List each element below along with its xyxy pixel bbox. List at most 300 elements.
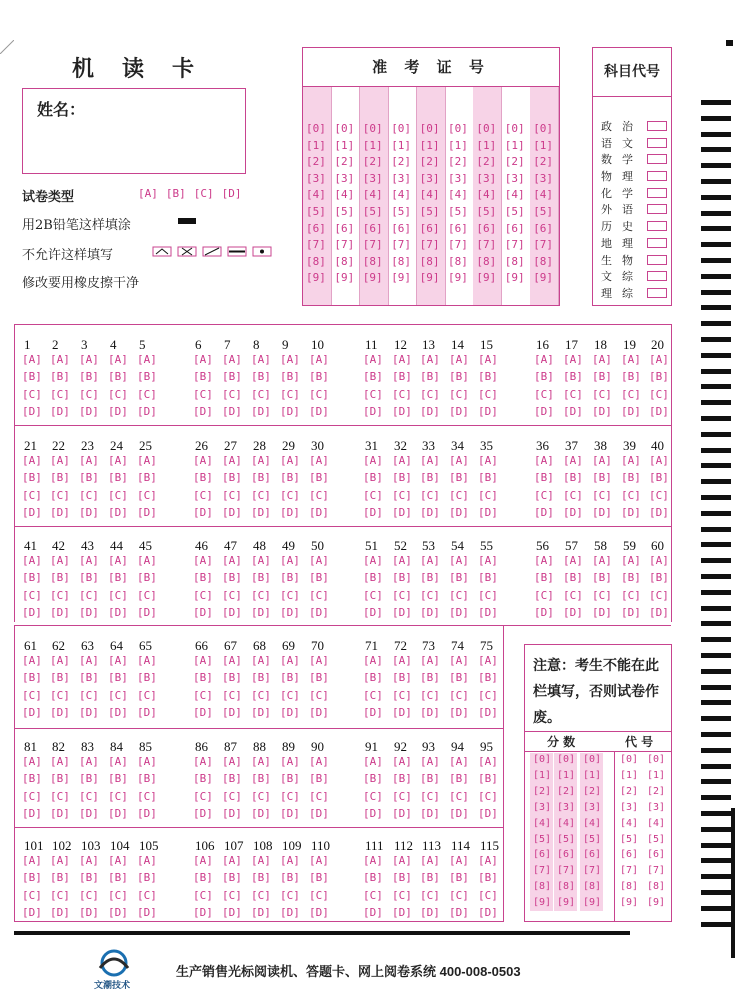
choice-bubble[interactable]: [A] — [309, 654, 329, 667]
exam-id-column[interactable] — [502, 87, 531, 305]
choice-bubble[interactable]: [A] — [309, 755, 329, 768]
code-bubble[interactable]: [6] — [620, 849, 639, 861]
choice-bubble[interactable]: [A] — [392, 654, 412, 667]
choice-bubble[interactable]: [D] — [50, 505, 70, 519]
choice-bubble[interactable]: [B] — [420, 772, 440, 786]
choice-bubble[interactable]: [C] — [534, 387, 554, 401]
choice-bubble[interactable]: [B] — [79, 370, 99, 384]
choice-bubble[interactable]: [C] — [137, 588, 157, 602]
exam-id-bubble[interactable]: [5] — [448, 205, 468, 218]
choice-bubble[interactable]: [B] — [363, 571, 383, 585]
choice-bubble[interactable]: [A] — [392, 854, 412, 867]
choice-bubble[interactable]: [C] — [478, 387, 498, 401]
code-bubble[interactable]: [2] — [647, 785, 666, 797]
choice-bubble[interactable]: [A] — [137, 454, 157, 467]
choice-bubble[interactable]: [C] — [309, 688, 329, 702]
choice-bubble[interactable]: [B] — [222, 772, 242, 786]
choice-bubble[interactable]: [B] — [534, 571, 554, 585]
choice-bubble[interactable]: [C] — [420, 688, 440, 702]
choice-bubble[interactable]: [C] — [79, 888, 99, 902]
choice-bubble[interactable]: [D] — [449, 505, 469, 519]
exam-id-bubble[interactable]: [5] — [391, 205, 412, 218]
score-bubble[interactable]: [3] — [557, 801, 576, 813]
choice-bubble[interactable]: [B] — [222, 671, 242, 685]
choice-bubble[interactable]: [D] — [137, 905, 157, 919]
choice-bubble[interactable]: [B] — [22, 871, 42, 885]
exam-id-bubble[interactable]: [0] — [504, 122, 525, 135]
choice-bubble[interactable]: [A] — [363, 755, 383, 768]
exam-id-bubble[interactable]: [3] — [362, 171, 383, 185]
score-bubble[interactable]: [9] — [583, 897, 602, 909]
choice-bubble[interactable]: [A] — [563, 353, 583, 366]
choice-bubble[interactable]: [D] — [280, 404, 300, 418]
choice-bubble[interactable]: [C] — [363, 688, 383, 702]
score-bubble[interactable]: [3] — [533, 801, 552, 813]
choice-bubble[interactable]: [C] — [649, 588, 669, 602]
exam-id-bubble[interactable]: [9] — [306, 271, 326, 285]
choice-bubble[interactable]: [D] — [363, 505, 383, 519]
choice-bubble[interactable]: [A] — [22, 654, 42, 667]
choice-bubble[interactable]: [A] — [251, 654, 271, 667]
choice-bubble[interactable]: [A] — [309, 554, 329, 567]
score-bubble[interactable]: [1] — [533, 769, 552, 781]
choice-bubble[interactable]: [D] — [363, 605, 383, 619]
choice-bubble[interactable]: [C] — [222, 789, 242, 803]
exam-id-column[interactable] — [445, 87, 474, 305]
exam-id-bubble[interactable]: [9] — [504, 271, 525, 285]
choice-bubble[interactable]: [B] — [222, 370, 242, 384]
choice-bubble[interactable]: [B] — [50, 370, 70, 384]
subject-row[interactable] — [601, 285, 643, 302]
choice-bubble[interactable]: [D] — [50, 605, 70, 619]
choice-bubble[interactable]: [B] — [309, 671, 329, 685]
choice-bubble[interactable]: [B] — [22, 571, 42, 585]
choice-bubble[interactable]: [C] — [79, 688, 99, 702]
choice-bubble[interactable]: [B] — [563, 571, 583, 585]
choice-bubble[interactable]: [B] — [478, 571, 498, 585]
choice-bubble[interactable]: [A] — [392, 454, 412, 467]
choice-bubble[interactable]: [D] — [22, 404, 42, 418]
choice-bubble[interactable]: [C] — [649, 387, 669, 401]
choice-bubble[interactable]: [A] — [649, 353, 669, 366]
choice-bubble[interactable]: [A] — [420, 654, 440, 667]
choice-bubble[interactable]: [A] — [449, 654, 469, 667]
choice-bubble[interactable]: [A] — [22, 353, 42, 366]
choice-bubble[interactable]: [C] — [621, 488, 641, 502]
choice-bubble[interactable]: [D] — [193, 505, 213, 519]
choice-bubble[interactable]: [A] — [478, 654, 498, 667]
choice-bubble[interactable]: [D] — [280, 806, 300, 820]
choice-bubble[interactable]: [D] — [563, 605, 583, 619]
choice-bubble[interactable]: [A] — [621, 353, 641, 366]
choice-bubble[interactable]: [A] — [79, 353, 99, 366]
choice-bubble[interactable]: [D] — [251, 505, 271, 519]
exam-id-bubble[interactable]: [6] — [419, 221, 440, 235]
choice-bubble[interactable]: [C] — [563, 588, 583, 602]
exam-id-bubble[interactable]: [1] — [476, 138, 497, 152]
choice-bubble[interactable]: [D] — [649, 404, 669, 418]
choice-bubble[interactable]: [D] — [449, 905, 469, 919]
choice-bubble[interactable]: [D] — [79, 905, 99, 919]
score-bubble[interactable]: [0] — [557, 754, 576, 765]
choice-bubble[interactable]: [B] — [137, 471, 157, 485]
choice-bubble[interactable]: [C] — [363, 488, 383, 502]
choice-bubble[interactable]: [C] — [363, 789, 383, 803]
choice-bubble[interactable]: [A] — [251, 353, 271, 366]
exam-id-bubble[interactable]: [4] — [362, 188, 383, 202]
exam-id-bubble[interactable]: [0] — [334, 122, 355, 135]
choice-bubble[interactable]: [C] — [280, 588, 300, 602]
choice-bubble[interactable]: [D] — [363, 705, 383, 719]
choice-bubble[interactable]: [D] — [621, 605, 641, 619]
subject-bubble[interactable] — [647, 204, 667, 214]
choice-bubble[interactable]: [D] — [478, 505, 498, 519]
choice-bubble[interactable]: [D] — [251, 905, 271, 919]
code-bubble[interactable]: [1] — [620, 769, 639, 781]
choice-bubble[interactable]: [D] — [478, 404, 498, 418]
choice-bubble[interactable]: [A] — [22, 454, 42, 467]
exam-id-bubble[interactable]: [8] — [306, 254, 326, 268]
choice-bubble[interactable]: [D] — [22, 505, 42, 519]
subject-bubble[interactable] — [647, 271, 667, 281]
exam-id-bubble[interactable]: [0] — [533, 122, 554, 135]
choice-bubble[interactable]: [A] — [108, 454, 128, 467]
exam-id-bubble[interactable]: [3] — [476, 171, 497, 185]
choice-bubble[interactable]: [C] — [420, 588, 440, 602]
subject-row[interactable] — [601, 235, 643, 252]
exam-id-bubble[interactable]: [2] — [448, 155, 468, 169]
choice-bubble[interactable]: [A] — [478, 353, 498, 366]
choice-bubble[interactable]: [B] — [50, 571, 70, 585]
choice-bubble[interactable]: [C] — [222, 688, 242, 702]
choice-bubble[interactable]: [C] — [363, 588, 383, 602]
exam-id-bubble[interactable]: [0] — [391, 122, 412, 135]
exam-id-bubble[interactable]: [7] — [306, 238, 326, 252]
subject-bubble[interactable] — [647, 255, 667, 265]
exam-id-column[interactable] — [530, 87, 559, 305]
choice-bubble[interactable]: [A] — [251, 454, 271, 467]
exam-id-bubble[interactable]: [3] — [533, 171, 554, 185]
choice-bubble[interactable]: [B] — [22, 370, 42, 384]
paper-type-option[interactable]: [C] — [193, 187, 214, 200]
score-bubble[interactable]: [4] — [557, 817, 576, 829]
choice-bubble[interactable]: [D] — [22, 905, 42, 919]
choice-bubble[interactable]: [D] — [251, 404, 271, 418]
choice-bubble[interactable]: [A] — [649, 554, 669, 567]
choice-bubble[interactable]: [B] — [478, 671, 498, 685]
choice-bubble[interactable]: [C] — [478, 888, 498, 902]
choice-bubble[interactable]: [A] — [108, 755, 128, 768]
choice-bubble[interactable]: [A] — [563, 454, 583, 467]
exam-id-column[interactable] — [360, 87, 389, 305]
choice-bubble[interactable]: [A] — [222, 854, 242, 867]
choice-bubble[interactable]: [B] — [392, 471, 412, 485]
choice-bubble[interactable]: [D] — [392, 605, 412, 619]
subject-row[interactable] — [601, 185, 643, 202]
exam-id-bubble[interactable]: [4] — [306, 188, 326, 202]
choice-bubble[interactable]: [A] — [363, 854, 383, 867]
choice-bubble[interactable]: [C] — [22, 888, 42, 902]
choice-bubble[interactable]: [C] — [592, 387, 612, 401]
choice-bubble[interactable]: [D] — [108, 605, 128, 619]
choice-bubble[interactable]: [D] — [280, 905, 300, 919]
choice-bubble[interactable]: [A] — [534, 353, 554, 366]
choice-bubble[interactable]: [A] — [449, 755, 469, 768]
choice-bubble[interactable]: [D] — [222, 404, 242, 418]
choice-bubble[interactable]: [B] — [309, 370, 329, 384]
exam-id-columns[interactable] — [303, 87, 559, 305]
exam-id-bubble[interactable]: [9] — [419, 271, 440, 285]
exam-id-column[interactable] — [303, 87, 332, 305]
choice-bubble[interactable]: [D] — [309, 605, 329, 619]
choice-bubble[interactable]: [D] — [22, 605, 42, 619]
choice-bubble[interactable]: [D] — [363, 404, 383, 418]
code-bubble[interactable]: [7] — [647, 865, 666, 877]
choice-bubble[interactable]: [A] — [108, 554, 128, 567]
choice-bubble[interactable]: [C] — [108, 588, 128, 602]
choice-bubble[interactable]: [C] — [50, 888, 70, 902]
exam-id-bubble[interactable]: [7] — [533, 238, 554, 252]
exam-id-bubble[interactable]: [3] — [448, 171, 468, 185]
choice-bubble[interactable]: [B] — [392, 871, 412, 885]
exam-id-column[interactable] — [473, 87, 502, 305]
choice-bubble[interactable]: [D] — [420, 505, 440, 519]
choice-bubble[interactable]: [C] — [280, 387, 300, 401]
choice-bubble[interactable]: [D] — [108, 806, 128, 820]
subject-bubble[interactable] — [647, 221, 667, 231]
choice-bubble[interactable]: [A] — [449, 854, 469, 867]
choice-bubble[interactable]: [C] — [478, 488, 498, 502]
choice-bubble[interactable]: [C] — [449, 488, 469, 502]
exam-id-bubble[interactable]: [5] — [306, 205, 326, 218]
exam-id-bubble[interactable]: [9] — [448, 271, 468, 285]
choice-bubble[interactable]: [A] — [363, 654, 383, 667]
choice-bubble[interactable]: [D] — [534, 505, 554, 519]
choice-bubble[interactable]: [A] — [108, 353, 128, 366]
choice-bubble[interactable]: [D] — [108, 404, 128, 418]
choice-bubble[interactable]: [B] — [420, 671, 440, 685]
choice-bubble[interactable]: [A] — [137, 353, 157, 366]
exam-id-bubble[interactable]: [4] — [419, 188, 440, 202]
choice-bubble[interactable]: [D] — [79, 605, 99, 619]
choice-bubble[interactable]: [B] — [108, 370, 128, 384]
choice-bubble[interactable]: [C] — [478, 588, 498, 602]
choice-bubble[interactable]: [D] — [280, 705, 300, 719]
choice-bubble[interactable]: [D] — [478, 905, 498, 919]
exam-id-bubble[interactable]: [8] — [504, 254, 525, 268]
choice-bubble[interactable]: [A] — [280, 854, 300, 867]
exam-id-bubble[interactable]: [9] — [533, 271, 554, 285]
choice-bubble[interactable]: [C] — [363, 387, 383, 401]
choice-bubble[interactable]: [A] — [193, 454, 213, 467]
choice-bubble[interactable]: [D] — [309, 505, 329, 519]
choice-bubble[interactable]: [D] — [79, 806, 99, 820]
choice-bubble[interactable]: [A] — [420, 854, 440, 867]
choice-bubble[interactable]: [C] — [251, 688, 271, 702]
code-bubble[interactable]: [5] — [620, 833, 639, 845]
score-bubble[interactable]: [4] — [533, 817, 552, 829]
choice-bubble[interactable]: [D] — [592, 404, 612, 418]
choice-bubble[interactable]: [D] — [22, 806, 42, 820]
exam-id-bubble[interactable]: [1] — [419, 138, 440, 152]
choice-bubble[interactable]: [A] — [392, 755, 412, 768]
choice-bubble[interactable]: [D] — [222, 505, 242, 519]
exam-id-column[interactable] — [388, 87, 417, 305]
subject-row[interactable] — [601, 218, 643, 235]
choice-bubble[interactable]: [D] — [649, 505, 669, 519]
choice-bubble[interactable]: [B] — [79, 772, 99, 786]
choice-bubble[interactable]: [B] — [309, 571, 329, 585]
score-bubble[interactable]: [2] — [583, 785, 602, 797]
choice-bubble[interactable]: [B] — [363, 871, 383, 885]
choice-bubble[interactable]: [D] — [108, 505, 128, 519]
choice-bubble[interactable]: [B] — [251, 571, 271, 585]
choice-bubble[interactable]: [A] — [621, 554, 641, 567]
choice-bubble[interactable]: [B] — [251, 370, 271, 384]
subject-row[interactable] — [601, 118, 643, 135]
choice-bubble[interactable]: [C] — [251, 488, 271, 502]
exam-id-bubble[interactable]: [4] — [334, 188, 355, 202]
choice-bubble[interactable]: [B] — [392, 772, 412, 786]
choice-bubble[interactable]: [B] — [420, 471, 440, 485]
choice-bubble[interactable]: [B] — [563, 370, 583, 384]
choice-bubble[interactable]: [B] — [193, 370, 213, 384]
choice-bubble[interactable]: [C] — [137, 387, 157, 401]
choice-bubble[interactable]: [B] — [420, 571, 440, 585]
choice-bubble[interactable]: [A] — [449, 554, 469, 567]
choice-bubble[interactable]: [A] — [449, 454, 469, 467]
code-bubble[interactable]: [9] — [620, 897, 639, 909]
choice-bubble[interactable]: [D] — [222, 705, 242, 719]
code-bubble[interactable]: [3] — [620, 801, 639, 813]
choice-bubble[interactable]: [D] — [449, 705, 469, 719]
choice-bubble[interactable]: [C] — [137, 789, 157, 803]
choice-bubble[interactable]: [C] — [280, 488, 300, 502]
choice-bubble[interactable]: [C] — [50, 688, 70, 702]
choice-bubble[interactable]: [D] — [420, 905, 440, 919]
choice-bubble[interactable]: [D] — [363, 905, 383, 919]
code-bubble[interactable]: [4] — [647, 817, 666, 829]
choice-bubble[interactable]: [A] — [592, 554, 612, 567]
choice-bubble[interactable]: [B] — [392, 571, 412, 585]
exam-id-bubble[interactable]: [8] — [391, 254, 412, 268]
code-bubble[interactable]: [8] — [647, 881, 666, 893]
choice-bubble[interactable]: [D] — [137, 505, 157, 519]
exam-id-bubble[interactable]: [8] — [533, 254, 554, 268]
choice-bubble[interactable]: [D] — [363, 806, 383, 820]
exam-id-bubble[interactable]: [9] — [476, 271, 497, 285]
choice-bubble[interactable]: [A] — [137, 654, 157, 667]
score-bubble[interactable]: [3] — [583, 801, 602, 813]
code-bubble[interactable]: [7] — [620, 865, 639, 877]
exam-id-bubble[interactable]: [5] — [334, 205, 355, 218]
choice-bubble[interactable]: [A] — [280, 454, 300, 467]
exam-id-bubble[interactable]: [2] — [533, 155, 554, 169]
exam-id-bubble[interactable]: [6] — [306, 221, 326, 235]
subject-row[interactable] — [601, 201, 643, 218]
choice-bubble[interactable]: [D] — [50, 905, 70, 919]
choice-bubble[interactable]: [D] — [449, 404, 469, 418]
choice-bubble[interactable]: [B] — [649, 471, 669, 485]
choice-bubble[interactable]: [C] — [280, 688, 300, 702]
choice-bubble[interactable]: [B] — [79, 871, 99, 885]
score-bubble[interactable]: [0] — [583, 754, 602, 765]
choice-bubble[interactable]: [D] — [280, 605, 300, 619]
choice-bubble[interactable]: [B] — [392, 370, 412, 384]
choice-bubble[interactable]: [A] — [22, 554, 42, 567]
choice-bubble[interactable]: [D] — [592, 505, 612, 519]
choice-bubble[interactable]: [C] — [309, 488, 329, 502]
choice-bubble[interactable]: [D] — [108, 905, 128, 919]
choice-bubble[interactable]: [C] — [22, 789, 42, 803]
choice-bubble[interactable]: [A] — [420, 554, 440, 567]
choice-bubble[interactable]: [B] — [79, 671, 99, 685]
choice-bubble[interactable]: [B] — [449, 370, 469, 384]
score-bubble[interactable]: [6] — [583, 849, 602, 861]
choice-bubble[interactable]: [C] — [309, 387, 329, 401]
choice-bubble[interactable]: [B] — [50, 871, 70, 885]
choice-bubble[interactable]: [B] — [137, 671, 157, 685]
choice-bubble[interactable]: [A] — [592, 353, 612, 366]
choice-bubble[interactable]: [C] — [222, 488, 242, 502]
exam-id-bubble[interactable]: [8] — [362, 254, 383, 268]
choice-bubble[interactable]: [B] — [449, 571, 469, 585]
choice-bubble[interactable]: [A] — [420, 454, 440, 467]
choice-bubble[interactable]: [C] — [449, 888, 469, 902]
score-bubble[interactable]: [5] — [583, 833, 602, 845]
choice-bubble[interactable]: [B] — [563, 471, 583, 485]
choice-bubble[interactable]: [A] — [309, 454, 329, 467]
choice-bubble[interactable]: [C] — [50, 488, 70, 502]
choice-bubble[interactable]: [A] — [79, 454, 99, 467]
choice-bubble[interactable]: [D] — [420, 605, 440, 619]
choice-bubble[interactable]: [D] — [392, 806, 412, 820]
exam-id-bubble[interactable]: [8] — [334, 254, 355, 268]
choice-bubble[interactable]: [A] — [137, 554, 157, 567]
exam-id-bubble[interactable]: [7] — [334, 238, 355, 252]
choice-bubble[interactable]: [B] — [137, 871, 157, 885]
choice-bubble[interactable]: [D] — [392, 905, 412, 919]
score-bubble[interactable]: [6] — [557, 849, 576, 861]
choice-bubble[interactable]: [A] — [534, 454, 554, 467]
choice-bubble[interactable]: [C] — [363, 888, 383, 902]
choice-bubble[interactable]: [A] — [222, 353, 242, 366]
choice-bubble[interactable]: [C] — [392, 488, 412, 502]
choice-bubble[interactable]: [B] — [193, 772, 213, 786]
choice-bubble[interactable]: [D] — [251, 605, 271, 619]
exam-id-bubble[interactable]: [0] — [362, 122, 383, 135]
choice-bubble[interactable]: [B] — [137, 370, 157, 384]
choice-bubble[interactable]: [D] — [592, 605, 612, 619]
choice-bubble[interactable]: [A] — [22, 755, 42, 768]
choice-bubble[interactable]: [C] — [420, 488, 440, 502]
choice-bubble[interactable]: [A] — [108, 854, 128, 867]
choice-bubble[interactable]: [C] — [621, 588, 641, 602]
choice-bubble[interactable]: [C] — [50, 789, 70, 803]
choice-bubble[interactable]: [D] — [137, 605, 157, 619]
choice-bubble[interactable]: [C] — [449, 588, 469, 602]
choice-bubble[interactable]: [C] — [534, 588, 554, 602]
exam-id-bubble[interactable]: [6] — [362, 221, 383, 235]
subject-row[interactable] — [601, 151, 643, 168]
code-bubble[interactable]: [1] — [647, 769, 666, 781]
code-bubble[interactable]: [5] — [647, 833, 666, 845]
choice-bubble[interactable]: [B] — [449, 772, 469, 786]
exam-id-bubble[interactable]: [8] — [419, 254, 440, 268]
choice-bubble[interactable]: [A] — [22, 854, 42, 867]
choice-bubble[interactable]: [A] — [251, 554, 271, 567]
choice-bubble[interactable]: [C] — [251, 387, 271, 401]
